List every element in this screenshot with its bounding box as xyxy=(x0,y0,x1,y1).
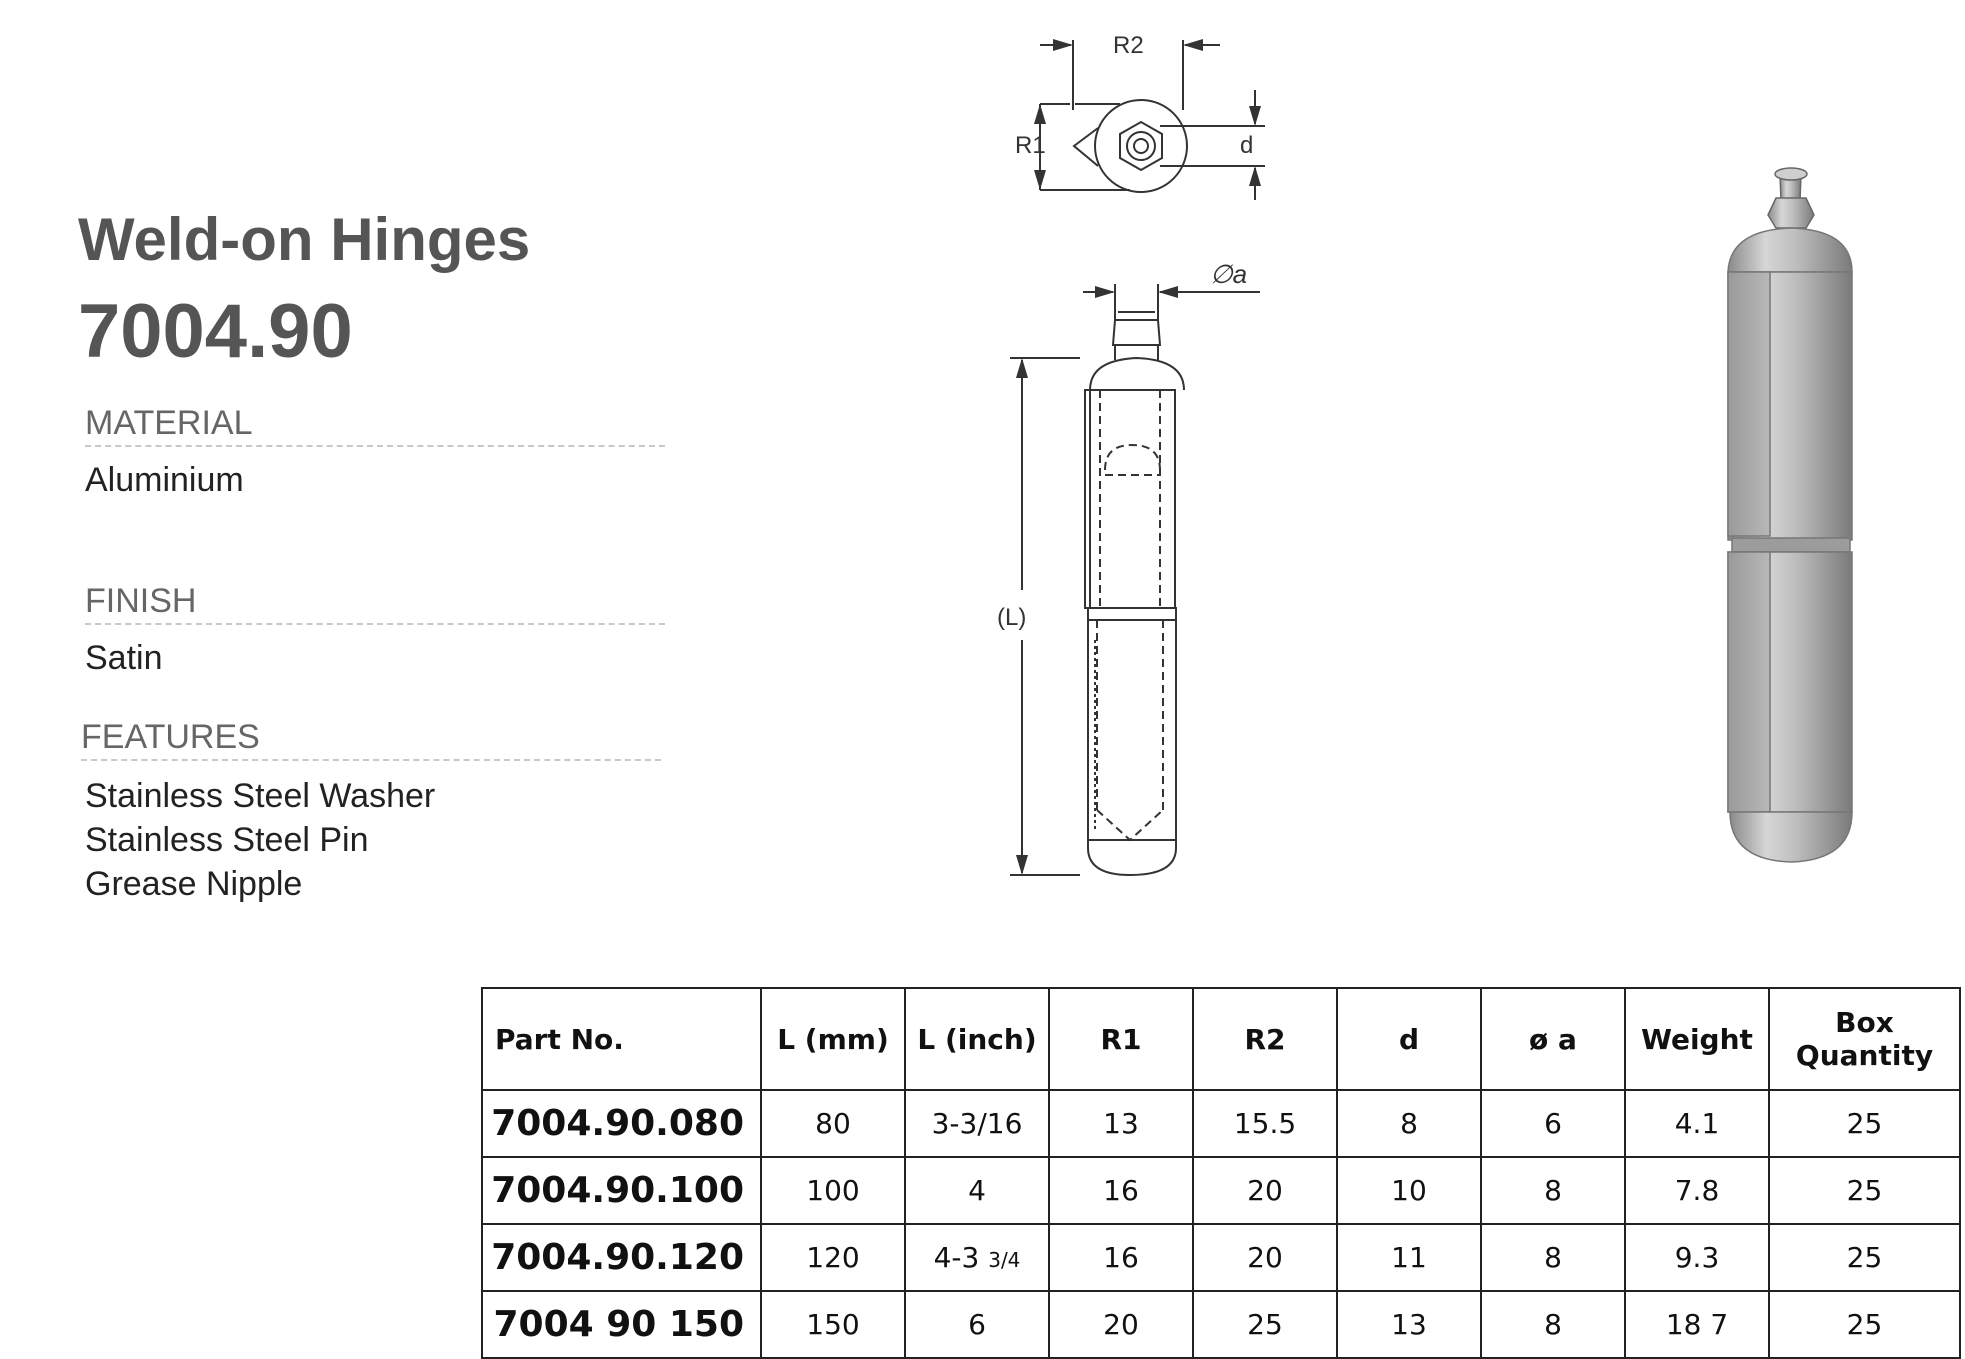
cell-r2: 20 xyxy=(1193,1157,1337,1224)
label-a: ∅a xyxy=(1210,259,1248,289)
spec-table xyxy=(481,987,1961,1359)
cell-a: 6 xyxy=(1481,1090,1625,1157)
cell-l-mm: 80 xyxy=(761,1090,905,1157)
label-d: d xyxy=(1240,132,1254,159)
cell-l-mm: 150 xyxy=(761,1291,905,1358)
cell-d: 13 xyxy=(1337,1291,1481,1358)
header-a: ø a xyxy=(1481,988,1625,1090)
feature-item: Stainless Steel Pin xyxy=(85,821,369,859)
cell-box: 25 xyxy=(1769,1090,1960,1157)
cell-r1: 16 xyxy=(1049,1224,1193,1291)
cell-box: 25 xyxy=(1769,1157,1960,1224)
cell-weight: 18 7 xyxy=(1625,1291,1769,1358)
cell-l-inch-whole: 4-3 xyxy=(933,1241,980,1274)
header-box-line2: Quantity xyxy=(1795,1039,1934,1072)
cell-a: 8 xyxy=(1481,1224,1625,1291)
header-weight: Weight xyxy=(1625,988,1769,1090)
cell-r2: 25 xyxy=(1193,1291,1337,1358)
header-l-mm: L (mm) xyxy=(761,988,905,1090)
table-row xyxy=(482,1224,1960,1291)
cell-r1: 16 xyxy=(1049,1157,1193,1224)
cell-part: 7004.90.080 xyxy=(482,1090,761,1157)
label-r2: R2 xyxy=(1113,32,1144,59)
product-title: Weld-on Hinges xyxy=(78,206,531,273)
finish-value: Satin xyxy=(85,639,163,677)
cell-l-inch xyxy=(905,1224,1049,1291)
finish-heading: FINISH xyxy=(85,582,665,625)
table-row xyxy=(482,1090,1960,1157)
cell-r1: 13 xyxy=(1049,1090,1193,1157)
header-r1: R1 xyxy=(1049,988,1193,1090)
cell-part: 7004.90.120 xyxy=(482,1224,761,1291)
feature-item: Grease Nipple xyxy=(85,865,303,903)
cell-a: 8 xyxy=(1481,1291,1625,1358)
cell-r1: 20 xyxy=(1049,1291,1193,1358)
cell-weight: 9.3 xyxy=(1625,1224,1769,1291)
table-row xyxy=(482,1157,1960,1224)
label-l: (L) xyxy=(997,604,1027,631)
cell-l-inch-fraction: 3/4 xyxy=(988,1248,1021,1272)
cell-box: 25 xyxy=(1769,1224,1960,1291)
header-box-line1: Box xyxy=(1835,1006,1894,1039)
cell-r2: 15.5 xyxy=(1193,1090,1337,1157)
features-heading: FEATURES xyxy=(81,718,661,761)
cell-a: 8 xyxy=(1481,1157,1625,1224)
cell-d: 10 xyxy=(1337,1157,1481,1224)
side-view xyxy=(1010,284,1260,875)
cell-l-inch: 3-3/16 xyxy=(905,1090,1049,1157)
product-code: 7004.90 xyxy=(78,289,353,374)
header-l-inch: L (inch) xyxy=(905,988,1049,1090)
cell-part: 7004 90 150 xyxy=(482,1291,761,1358)
material-heading: MATERIAL xyxy=(85,404,665,447)
header-part-no: Part No. xyxy=(482,988,761,1090)
cell-r2: 20 xyxy=(1193,1224,1337,1291)
feature-item: Stainless Steel Washer xyxy=(85,777,436,815)
cell-weight: 7.8 xyxy=(1625,1157,1769,1224)
label-r1: R1 xyxy=(1015,132,1046,159)
cell-l-inch: 4 xyxy=(905,1157,1049,1224)
header-r2: R2 xyxy=(1193,988,1337,1090)
header-box-quantity xyxy=(1769,988,1960,1090)
table-row xyxy=(482,1291,1960,1358)
cell-box: 25 xyxy=(1769,1291,1960,1358)
cell-d: 8 xyxy=(1337,1090,1481,1157)
cell-l-inch: 6 xyxy=(905,1291,1049,1358)
cell-l-mm: 120 xyxy=(761,1224,905,1291)
table-header-row xyxy=(482,988,1960,1090)
cell-part: 7004.90.100 xyxy=(482,1157,761,1224)
cell-l-mm: 100 xyxy=(761,1157,905,1224)
material-value: Aluminium xyxy=(85,461,244,499)
cell-d: 11 xyxy=(1337,1224,1481,1291)
cell-weight: 4.1 xyxy=(1625,1090,1769,1157)
hinge-render-image xyxy=(1728,168,1852,862)
header-d: d xyxy=(1337,988,1481,1090)
top-view xyxy=(1040,40,1265,200)
